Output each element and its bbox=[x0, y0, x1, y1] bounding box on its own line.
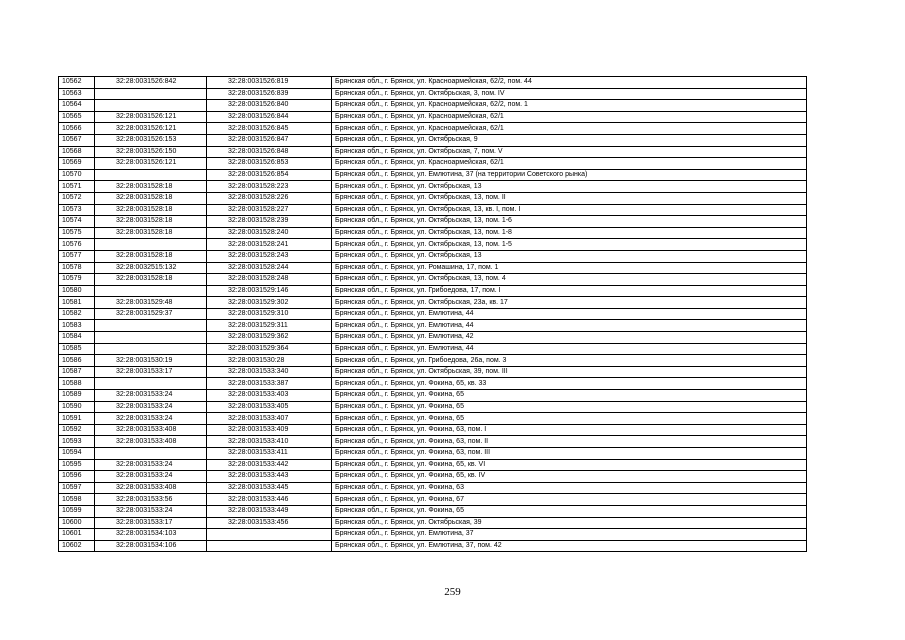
address-cell: Брянская обл., г. Брянск, ул. Фокина, 65 bbox=[332, 413, 807, 425]
table-row bbox=[59, 459, 807, 471]
table-row bbox=[59, 216, 807, 228]
cadastral-number-cell: 32:28:0031526:819 bbox=[207, 77, 332, 89]
table-row bbox=[59, 88, 807, 100]
address-cell: Брянская обл., г. Брянск, ул. Грибоедова, 26а, пом. 3 bbox=[332, 355, 807, 367]
parent-cadastral-number-cell bbox=[95, 88, 207, 100]
address-cell: Брянская обл., г. Брянск, ул. Фокина, 65 bbox=[332, 390, 807, 402]
table-row bbox=[59, 308, 807, 320]
table-row bbox=[59, 239, 807, 251]
record-number-cell: 10595 bbox=[59, 459, 95, 471]
address-cell: Брянская обл., г. Брянск, ул. Октябрьская, 9 bbox=[332, 134, 807, 146]
table-row bbox=[59, 158, 807, 170]
cadastral-number-cell: 32:28:0031526:847 bbox=[207, 134, 332, 146]
address-cell: Брянская обл., г. Брянск, ул. Грибоедова, 17, пом. I bbox=[332, 285, 807, 297]
table-row bbox=[59, 111, 807, 123]
address-cell: Брянская обл., г. Брянск, ул. Октябрьская, 39, пом. III bbox=[332, 366, 807, 378]
cadastral-table bbox=[58, 76, 807, 552]
parent-cadastral-number-cell: 32:28:0031533:408 bbox=[95, 436, 207, 448]
cadastral-number-cell: 32:28:0031533:410 bbox=[207, 436, 332, 448]
record-number-cell: 10562 bbox=[59, 77, 95, 89]
record-number-cell: 10598 bbox=[59, 494, 95, 506]
table-row bbox=[59, 343, 807, 355]
record-number-cell: 10565 bbox=[59, 111, 95, 123]
record-number-cell: 10581 bbox=[59, 297, 95, 309]
address-cell: Брянская обл., г. Брянск, ул. Емлютина, 44 bbox=[332, 343, 807, 355]
parent-cadastral-number-cell: 32:28:0031533:24 bbox=[95, 401, 207, 413]
table-row bbox=[59, 366, 807, 378]
parent-cadastral-number-cell bbox=[95, 320, 207, 332]
parent-cadastral-number-cell: 32:28:0031533:24 bbox=[95, 471, 207, 483]
address-cell: Брянская обл., г. Брянск, ул. Фокина, 65, кв. VI bbox=[332, 459, 807, 471]
cadastral-number-cell: 32:28:0031529:302 bbox=[207, 297, 332, 309]
cadastral-number-cell: 32:28:0031528:227 bbox=[207, 204, 332, 216]
address-cell: Брянская обл., г. Брянск, ул. Октябрьская, 13, пом. 1-5 bbox=[332, 239, 807, 251]
table-row bbox=[59, 424, 807, 436]
record-number-cell: 10590 bbox=[59, 401, 95, 413]
parent-cadastral-number-cell: 32:28:0031528:18 bbox=[95, 227, 207, 239]
table-row bbox=[59, 494, 807, 506]
address-cell: Брянская обл., г. Брянск, ул. Фокина, 63 bbox=[332, 482, 807, 494]
table-row bbox=[59, 77, 807, 89]
address-cell: Брянская обл., г. Брянск, ул. Октябрьская, 7, пом. V bbox=[332, 146, 807, 158]
parent-cadastral-number-cell: 32:28:0031528:18 bbox=[95, 250, 207, 262]
parent-cadastral-number-cell bbox=[95, 239, 207, 251]
table-row bbox=[59, 320, 807, 332]
parent-cadastral-number-cell bbox=[95, 448, 207, 460]
record-number-cell: 10592 bbox=[59, 424, 95, 436]
table-row bbox=[59, 378, 807, 390]
address-cell: Брянская обл., г. Брянск, ул. Фокина, 65 bbox=[332, 505, 807, 517]
parent-cadastral-number-cell: 32:28:0031533:408 bbox=[95, 424, 207, 436]
record-number-cell: 10577 bbox=[59, 250, 95, 262]
record-number-cell: 10600 bbox=[59, 517, 95, 529]
address-cell: Брянская обл., г. Брянск, ул. Фокина, 67 bbox=[332, 494, 807, 506]
address-cell: Брянская обл., г. Брянск, ул. Фокина, 65 bbox=[332, 401, 807, 413]
table-row bbox=[59, 517, 807, 529]
table-row bbox=[59, 169, 807, 181]
address-cell: Брянская обл., г. Брянск, ул. Емлютина, 42 bbox=[332, 332, 807, 344]
cadastral-number-cell: 32:28:0031533:449 bbox=[207, 505, 332, 517]
record-number-cell: 10579 bbox=[59, 274, 95, 286]
record-number-cell: 10593 bbox=[59, 436, 95, 448]
cadastral-number-cell: 32:28:0031529:310 bbox=[207, 308, 332, 320]
address-cell: Брянская обл., г. Брянск, ул. Красноармейская, 62/2, пом. 44 bbox=[332, 77, 807, 89]
cadastral-number-cell: 32:28:0031526:845 bbox=[207, 123, 332, 135]
table-row bbox=[59, 448, 807, 460]
cadastral-number-cell: 32:28:0031528:248 bbox=[207, 274, 332, 286]
cadastral-number-cell: 32:28:0031526:848 bbox=[207, 146, 332, 158]
address-cell: Брянская обл., г. Брянск, ул. Красноармейская, 62/1 bbox=[332, 123, 807, 135]
cadastral-number-cell: 32:28:0031533:456 bbox=[207, 517, 332, 529]
parent-cadastral-number-cell: 32:28:0031533:17 bbox=[95, 517, 207, 529]
table-row bbox=[59, 540, 807, 552]
address-cell: Брянская обл., г. Брянск, ул. Фокина, 65, кв. IV bbox=[332, 471, 807, 483]
table-row bbox=[59, 192, 807, 204]
cadastral-number-cell: 32:28:0031528:243 bbox=[207, 250, 332, 262]
cadastral-number-cell: 32:28:0031526:839 bbox=[207, 88, 332, 100]
record-number-cell: 10588 bbox=[59, 378, 95, 390]
table-row bbox=[59, 413, 807, 425]
cadastral-number-cell: 32:28:0031529:362 bbox=[207, 332, 332, 344]
address-cell: Брянская обл., г. Брянск, ул. Октябрьская, 3, пом. IV bbox=[332, 88, 807, 100]
address-cell: Брянская обл., г. Брянск, ул. Октябрьская, 13, пом. 1-6 bbox=[332, 216, 807, 228]
table-row bbox=[59, 146, 807, 158]
record-number-cell: 10580 bbox=[59, 285, 95, 297]
table-row bbox=[59, 123, 807, 135]
table-row bbox=[59, 274, 807, 286]
address-cell: Брянская обл., г. Брянск, ул. Октябрьская, 13 bbox=[332, 181, 807, 193]
table-row bbox=[59, 482, 807, 494]
record-number-cell: 10585 bbox=[59, 343, 95, 355]
address-cell: Брянская обл., г. Брянск, ул. Октябрьская, 23а, кв. 17 bbox=[332, 297, 807, 309]
record-number-cell: 10567 bbox=[59, 134, 95, 146]
record-number-cell: 10576 bbox=[59, 239, 95, 251]
parent-cadastral-number-cell bbox=[95, 169, 207, 181]
parent-cadastral-number-cell: 32:28:0031533:24 bbox=[95, 459, 207, 471]
parent-cadastral-number-cell: 32:28:0031529:48 bbox=[95, 297, 207, 309]
record-number-cell: 10574 bbox=[59, 216, 95, 228]
table-row bbox=[59, 285, 807, 297]
cadastral-number-cell: 32:28:0031533:411 bbox=[207, 448, 332, 460]
address-cell: Брянская обл., г. Брянск, ул. Емлютина, 44 bbox=[332, 320, 807, 332]
parent-cadastral-number-cell: 32:28:0031528:18 bbox=[95, 192, 207, 204]
table-row bbox=[59, 227, 807, 239]
record-number-cell: 10563 bbox=[59, 88, 95, 100]
table-row bbox=[59, 181, 807, 193]
cadastral-number-cell: 32:28:0031529:364 bbox=[207, 343, 332, 355]
cadastral-number-cell: 32:28:0031530:28 bbox=[207, 355, 332, 367]
table-row bbox=[59, 297, 807, 309]
cadastral-number-cell: 32:28:0031526:840 bbox=[207, 100, 332, 112]
cadastral-number-cell: 32:28:0031533:446 bbox=[207, 494, 332, 506]
record-number-cell: 10572 bbox=[59, 192, 95, 204]
parent-cadastral-number-cell: 32:28:0031533:24 bbox=[95, 413, 207, 425]
parent-cadastral-number-cell bbox=[95, 343, 207, 355]
parent-cadastral-number-cell: 32:28:0031528:18 bbox=[95, 204, 207, 216]
record-number-cell: 10596 bbox=[59, 471, 95, 483]
address-cell: Брянская обл., г. Брянск, ул. Фокина, 63, пом. III bbox=[332, 448, 807, 460]
record-number-cell: 10602 bbox=[59, 540, 95, 552]
record-number-cell: 10594 bbox=[59, 448, 95, 460]
table-row bbox=[59, 471, 807, 483]
cadastral-number-cell: 32:28:0031528:223 bbox=[207, 181, 332, 193]
parent-cadastral-number-cell: 32:28:0031526:150 bbox=[95, 146, 207, 158]
parent-cadastral-number-cell: 32:28:0031526:121 bbox=[95, 111, 207, 123]
record-number-cell: 10601 bbox=[59, 529, 95, 541]
record-number-cell: 10570 bbox=[59, 169, 95, 181]
parent-cadastral-number-cell: 32:28:0031528:18 bbox=[95, 181, 207, 193]
cadastral-number-cell: 32:28:0031533:442 bbox=[207, 459, 332, 471]
address-cell: Брянская обл., г. Брянск, ул. Красноармейская, 62/1 bbox=[332, 158, 807, 170]
address-cell: Брянская обл., г. Брянск, ул. Октябрьская, 13, кв. I, пом. I bbox=[332, 204, 807, 216]
cadastral-number-cell: 32:28:0031533:405 bbox=[207, 401, 332, 413]
table-row bbox=[59, 529, 807, 541]
record-number-cell: 10569 bbox=[59, 158, 95, 170]
record-number-cell: 10599 bbox=[59, 505, 95, 517]
parent-cadastral-number-cell: 32:28:0031526:121 bbox=[95, 123, 207, 135]
address-cell: Брянская обл., г. Брянск, ул. Фокина, 63, пом. I bbox=[332, 424, 807, 436]
parent-cadastral-number-cell: 32:28:0031533:17 bbox=[95, 366, 207, 378]
table-row bbox=[59, 390, 807, 402]
address-cell: Брянская обл., г. Брянск, ул. Октябрьская, 13, пом. 4 bbox=[332, 274, 807, 286]
page-number: 259 bbox=[444, 586, 461, 598]
parent-cadastral-number-cell bbox=[95, 378, 207, 390]
cadastral-number-cell: 32:28:0031533:387 bbox=[207, 378, 332, 390]
record-number-cell: 10575 bbox=[59, 227, 95, 239]
parent-cadastral-number-cell: 32:28:0031533:56 bbox=[95, 494, 207, 506]
address-cell: Брянская обл., г. Брянск, ул. Октябрьская, 13, пом. II bbox=[332, 192, 807, 204]
cadastral-number-cell: 32:28:0031528:239 bbox=[207, 216, 332, 228]
table-row bbox=[59, 250, 807, 262]
record-number-cell: 10571 bbox=[59, 181, 95, 193]
parent-cadastral-number-cell: 32:28:0031526:121 bbox=[95, 158, 207, 170]
address-cell: Брянская обл., г. Брянск, ул. Емлютина, 44 bbox=[332, 308, 807, 320]
cadastral-number-cell: 32:28:0031533:445 bbox=[207, 482, 332, 494]
cadastral-number-cell bbox=[207, 540, 332, 552]
cadastral-number-cell: 32:28:0031529:311 bbox=[207, 320, 332, 332]
table-row bbox=[59, 355, 807, 367]
address-cell: Брянская обл., г. Брянск, ул. Красноармейская, 62/1 bbox=[332, 111, 807, 123]
record-number-cell: 10573 bbox=[59, 204, 95, 216]
record-number-cell: 10586 bbox=[59, 355, 95, 367]
table-row bbox=[59, 401, 807, 413]
cadastral-number-cell: 32:28:0031533:407 bbox=[207, 413, 332, 425]
record-number-cell: 10587 bbox=[59, 366, 95, 378]
parent-cadastral-number-cell: 32:28:0031533:24 bbox=[95, 390, 207, 402]
cadastral-number-cell: 32:28:0031528:244 bbox=[207, 262, 332, 274]
parent-cadastral-number-cell bbox=[95, 332, 207, 344]
address-cell: Брянская обл., г. Брянск, ул. Емлютина, 37 bbox=[332, 529, 807, 541]
address-cell: Брянская обл., г. Брянск, ул. Красноармейская, 62/2, пом. 1 bbox=[332, 100, 807, 112]
parent-cadastral-number-cell: 32:28:0031526:153 bbox=[95, 134, 207, 146]
parent-cadastral-number-cell: 32:28:0031534:103 bbox=[95, 529, 207, 541]
parent-cadastral-number-cell: 32:28:0031526:842 bbox=[95, 77, 207, 89]
record-number-cell: 10589 bbox=[59, 390, 95, 402]
cadastral-number-cell bbox=[207, 529, 332, 541]
cadastral-number-cell: 32:28:0031526:844 bbox=[207, 111, 332, 123]
address-cell: Брянская обл., г. Брянск, ул. Фокина, 63, пом. II bbox=[332, 436, 807, 448]
table-body bbox=[59, 77, 807, 552]
parent-cadastral-number-cell: 32:28:0031533:24 bbox=[95, 505, 207, 517]
cadastral-number-cell: 32:28:0031528:241 bbox=[207, 239, 332, 251]
parent-cadastral-number-cell: 32:28:0031529:37 bbox=[95, 308, 207, 320]
table-row bbox=[59, 436, 807, 448]
parent-cadastral-number-cell: 32:28:0032515:132 bbox=[95, 262, 207, 274]
address-cell: Брянская обл., г. Брянск, ул. Ромашина, 17, пом. 1 bbox=[332, 262, 807, 274]
table-row bbox=[59, 505, 807, 517]
table-row bbox=[59, 134, 807, 146]
record-number-cell: 10584 bbox=[59, 332, 95, 344]
cadastral-number-cell: 32:28:0031526:854 bbox=[207, 169, 332, 181]
parent-cadastral-number-cell bbox=[95, 100, 207, 112]
parent-cadastral-number-cell: 32:28:0031528:18 bbox=[95, 216, 207, 228]
table-row bbox=[59, 100, 807, 112]
table-row bbox=[59, 204, 807, 216]
cadastral-number-cell: 32:28:0031533:403 bbox=[207, 390, 332, 402]
parent-cadastral-number-cell bbox=[95, 285, 207, 297]
parent-cadastral-number-cell: 32:28:0031530:19 bbox=[95, 355, 207, 367]
cadastral-number-cell: 32:28:0031528:226 bbox=[207, 192, 332, 204]
record-number-cell: 10582 bbox=[59, 308, 95, 320]
record-number-cell: 10583 bbox=[59, 320, 95, 332]
table-row bbox=[59, 262, 807, 274]
record-number-cell: 10597 bbox=[59, 482, 95, 494]
address-cell: Брянская обл., г. Брянск, ул. Октябрьская, 39 bbox=[332, 517, 807, 529]
cadastral-number-cell: 32:28:0031533:443 bbox=[207, 471, 332, 483]
record-number-cell: 10591 bbox=[59, 413, 95, 425]
cadastral-number-cell: 32:28:0031528:240 bbox=[207, 227, 332, 239]
address-cell: Брянская обл., г. Брянск, ул. Октябрьская, 13 bbox=[332, 250, 807, 262]
parent-cadastral-number-cell: 32:28:0031533:408 bbox=[95, 482, 207, 494]
record-number-cell: 10564 bbox=[59, 100, 95, 112]
address-cell: Брянская обл., г. Брянск, ул. Емлютина, 37, пом. 42 bbox=[332, 540, 807, 552]
record-number-cell: 10578 bbox=[59, 262, 95, 274]
table-row bbox=[59, 332, 807, 344]
record-number-cell: 10568 bbox=[59, 146, 95, 158]
record-number-cell: 10566 bbox=[59, 123, 95, 135]
address-cell: Брянская обл., г. Брянск, ул. Октябрьская, 13, пом. 1-8 bbox=[332, 227, 807, 239]
cadastral-number-cell: 32:28:0031533:409 bbox=[207, 424, 332, 436]
cadastral-number-cell: 32:28:0031529:146 bbox=[207, 285, 332, 297]
parent-cadastral-number-cell: 32:28:0031528:18 bbox=[95, 274, 207, 286]
parent-cadastral-number-cell: 32:28:0031534:106 bbox=[95, 540, 207, 552]
cadastral-number-cell: 32:28:0031526:853 bbox=[207, 158, 332, 170]
cadastral-number-cell: 32:28:0031533:340 bbox=[207, 366, 332, 378]
address-cell: Брянская обл., г. Брянск, ул. Фокина, 65, кв. 33 bbox=[332, 378, 807, 390]
address-cell: Брянская обл., г. Брянск, ул. Емлютина, 37 (на территории Советского рынка) bbox=[332, 169, 807, 181]
